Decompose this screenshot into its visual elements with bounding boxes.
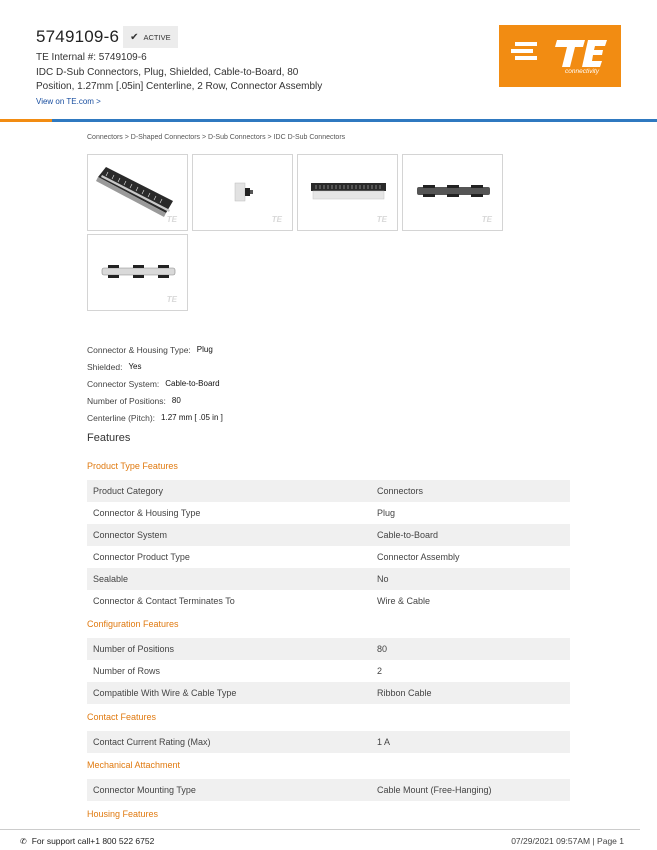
- section-title-mechanical: Mechanical Attachment: [87, 760, 181, 770]
- footer-rule: [0, 829, 640, 830]
- row-key: Connector Product Type: [93, 552, 190, 562]
- section-title-product-type: Product Type Features: [87, 461, 178, 471]
- features-heading: Features: [87, 432, 131, 444]
- row-value: 80: [377, 644, 388, 654]
- attribute-value: 80: [171, 396, 181, 405]
- support-text: For support call+1 800 522 6752: [31, 836, 155, 846]
- view-on-te-link[interactable]: View on TE.com >: [36, 97, 101, 106]
- row-value: 1 A: [377, 737, 391, 747]
- contact-table: [87, 731, 570, 753]
- row-key: Compatible With Wire & Cable Type: [93, 688, 237, 698]
- product-description: IDC D-Sub Connectors, Plug, Shielded, Cable-to-Board, 80 Position, 1.27mm [.05in] Centerline, 2 Row, Connector Assembly: [36, 67, 323, 92]
- attribute-row: [87, 341, 223, 358]
- table-row: [87, 779, 570, 801]
- attribute-row: [87, 392, 223, 409]
- table-row: [87, 546, 570, 568]
- product-image-3[interactable]: [297, 154, 398, 231]
- product-type-table: [87, 480, 570, 612]
- row-value: No: [377, 574, 389, 584]
- row-key: Connector System: [93, 530, 168, 540]
- breadcrumb[interactable]: Connectors > D-Shaped Connectors > D-Sub Connectors > IDC D-Sub Connectors: [87, 134, 346, 141]
- support-line: [20, 836, 154, 846]
- part-number: 5749109-6: [36, 27, 120, 46]
- attribute-label: Centerline (Pitch):: [87, 412, 156, 423]
- table-row: [87, 480, 570, 502]
- phone-icon: ✆: [20, 836, 27, 846]
- attribute-row: [87, 375, 223, 392]
- te-logo-mark-icon: [499, 25, 621, 87]
- row-value: Ribbon Cable: [377, 688, 432, 698]
- row-value: Cable Mount (Free-Hanging): [377, 785, 492, 795]
- te-logo: [499, 25, 621, 87]
- table-row: [87, 638, 570, 660]
- table-row: [87, 660, 570, 682]
- attribute-label: Connector System:: [87, 378, 160, 389]
- row-key: Connector Mounting Type: [93, 785, 196, 795]
- te-watermark: TE: [166, 215, 177, 224]
- table-row: [87, 524, 570, 546]
- row-value: Cable-to-Board: [377, 530, 439, 540]
- section-title-housing: Housing Features: [87, 809, 159, 819]
- product-image-1[interactable]: [87, 154, 188, 231]
- status-badge: [123, 26, 177, 48]
- te-watermark: TE: [166, 295, 177, 304]
- mechanical-table: [87, 779, 570, 801]
- row-value: Connector Assembly: [377, 552, 460, 562]
- te-watermark: TE: [376, 215, 387, 224]
- row-key: Connector & Contact Terminates To: [93, 596, 235, 606]
- key-attributes: [87, 341, 223, 426]
- header-rule: [0, 119, 657, 122]
- attribute-row: [87, 358, 223, 375]
- row-value: Plug: [377, 508, 396, 518]
- attribute-value: Plug: [196, 345, 213, 354]
- logo-subtext: connectivity: [565, 68, 599, 75]
- te-watermark: TE: [271, 215, 282, 224]
- print-timestamp: 07/29/2021 09:57AM | Page 1: [511, 836, 624, 846]
- status-text: ACTIVE: [143, 32, 171, 42]
- row-key: Number of Rows: [93, 666, 161, 676]
- row-key: Sealable: [93, 574, 129, 584]
- internal-number: TE Internal #: 5749109-6: [36, 52, 147, 63]
- attribute-value: 1.27 mm [ .05 in ]: [161, 413, 223, 422]
- attribute-label: Number of Positions:: [87, 395, 166, 406]
- row-key: Number of Positions: [93, 644, 175, 654]
- table-row: [87, 682, 570, 704]
- table-row: [87, 502, 570, 524]
- attribute-label: Shielded:: [87, 361, 123, 372]
- row-value: Wire & Cable: [377, 596, 431, 606]
- row-key: Connector & Housing Type: [93, 508, 201, 518]
- section-title-configuration: Configuration Features: [87, 619, 179, 629]
- row-key: Contact Current Rating (Max): [93, 737, 211, 747]
- attribute-value: Yes: [128, 362, 142, 371]
- table-row: [87, 731, 570, 753]
- attribute-row: [87, 409, 223, 426]
- product-image-5[interactable]: [87, 234, 188, 311]
- row-value: Connectors: [377, 486, 424, 496]
- row-key: Product Category: [93, 486, 164, 496]
- te-watermark: TE: [481, 215, 492, 224]
- attribute-label: Connector & Housing Type:: [87, 344, 191, 355]
- header-rule-accent: [0, 119, 52, 122]
- page-header: [0, 0, 657, 121]
- table-row: [87, 590, 570, 612]
- table-row: [87, 568, 570, 590]
- part-row: [36, 26, 178, 48]
- attribute-value: Cable-to-Board: [165, 379, 220, 388]
- product-image-2[interactable]: [192, 154, 293, 231]
- product-image-4[interactable]: [402, 154, 503, 231]
- row-value: 2: [377, 666, 383, 676]
- configuration-table: [87, 638, 570, 704]
- section-title-contact: Contact Features: [87, 712, 157, 722]
- check-icon: ✔: [130, 31, 139, 43]
